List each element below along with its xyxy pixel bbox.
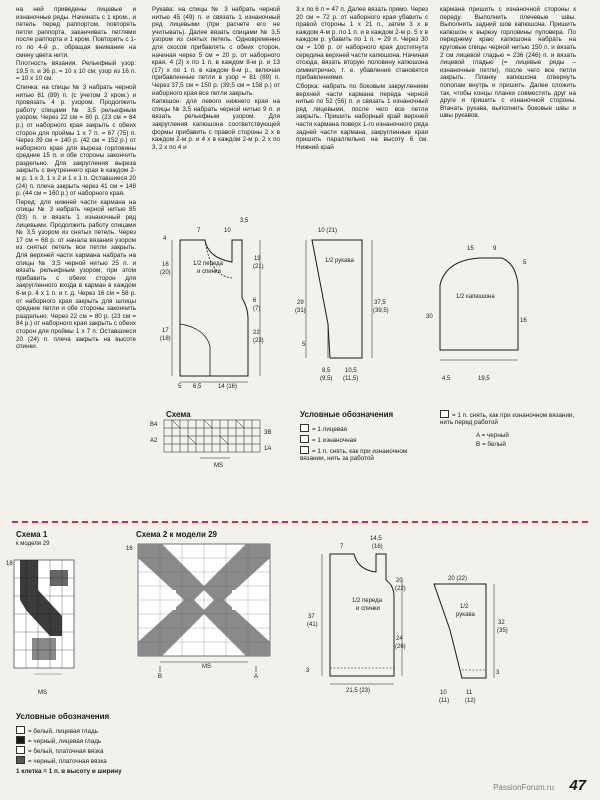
dim: (31) [295, 308, 306, 314]
legend-item: B = белый [476, 441, 506, 448]
white-square-icon [16, 726, 25, 734]
legend-note: 1 клетка = 1 п. в высоту и ширину [16, 768, 122, 775]
dim: 19,5 [478, 376, 490, 382]
black-square-icon [16, 736, 25, 744]
row-number: 18 [6, 561, 13, 567]
legend-item: = белый, платочная вязка [16, 746, 103, 755]
dim: (23) [253, 338, 264, 344]
paragraph: Сборка: набрать по боковым закруглениям верхней части кармана переда черной нитью по 52 (56) п. и связать 1 изнаночный ряд лицевыми, после чего все петли закрыть. Пришить наборный край верхней части кармана поверх 1-го изнаночного ряда задней части кармана, закругленные края пришить параллельно на высоту 6 см. Нижний край [296, 82, 428, 151]
paragraph: Плотность вязания. Рельефный узор: 19,5 п. и 36 р. = 10 х 10 см; узор из 16 п. = 10 х 10 см. [16, 60, 136, 83]
dim: 14,5 [370, 536, 382, 542]
dim: (9,5) [320, 376, 333, 382]
dim: (7) [253, 306, 261, 312]
scheme-title: Схема [166, 410, 191, 419]
marker-a: A [254, 674, 259, 680]
paragraph: Рукава: на спицы № 3 набрать черной нитью 45 (49) п. и связать 1 изнаночный ряд лицевыми (при расчете его не учитывать). Далее вязать спицами № 3,5 узором из снятых петель. Одновременно для скосов прибавлять с обеих сторон, начиная через 5 см = 20 р. от наборного края, 4 (2) х по 1 п. в каждом 8-м р. и 13 (17) х по 1 п. в каждом 6-м р., включая прибавленные петли в узор = 81 (89) п. Через 37,5 см = 150 р. (39,5 см = 158 р.) от наборного края все петли закрыть. [152, 6, 280, 97]
text-column-4 [440, 6, 576, 121]
diagram-title: 1/2 переда [193, 261, 223, 267]
dim: 8,5 [322, 368, 331, 374]
dim: 22 [253, 330, 260, 336]
dim: (11,5) [343, 376, 359, 382]
dim: 24 [396, 636, 403, 642]
diagram-title: 1/2 капюшона [456, 294, 495, 300]
dim: 7 [340, 544, 344, 550]
dim: 6,5 [193, 384, 202, 390]
paragraph: 3 х по 6 п = 47 п. Далее вязать прямо. Через 20 см = 72 р. от наборного края убавить с правой стороны 1 х 21 п., затем 3 х в каждом 4-м р. по 1 п. и в каждом 2-м р. 5 х в каждом р. убавить по 1 п. = 29 п. Через 30 см = 108 р. от наборного края достигнута середина верхней части капюшона. Начиная отсюда, вязать вторую половину капюшона симметрично, т. е. убавления становятся прибавлениями. [296, 6, 428, 82]
site-watermark: PassionForum.ru [493, 783, 554, 792]
dim: 10 (21) [318, 228, 338, 234]
dim: 9 [493, 246, 497, 252]
legend-item: = черный, платочная вязка [16, 756, 107, 765]
legend-item: = 1 п. снять, как при изнаночном вязании, нить за работой [300, 448, 408, 462]
row-label: A2 [150, 438, 158, 444]
scheme1-grid [14, 560, 84, 680]
legend-item: = 1 изнаночная [300, 435, 357, 444]
sleeve-pattern-diagram-2 [426, 570, 526, 700]
section-divider [12, 521, 588, 523]
dim: 10,5 [345, 368, 357, 374]
dim: 3,5 [240, 218, 249, 224]
dim: 32 [498, 620, 505, 626]
dim: (20) [160, 270, 171, 276]
repeat-label: MS [202, 664, 211, 670]
front-pattern-diagram [318, 540, 418, 700]
paragraph: Капюшон: для левого нижнего края на спицы № 3,5 набрать черной нитью 9 п. и вязать рельефным узором. Для закругления капюшона соответствующей формы прибавить с правой стороны 2 х в каждом 2-м р. и 4 х в каждом 2-м р. 2 х по 3, 2 х по 4 и [152, 98, 280, 151]
paragraph: Перед: для нижней части кармана на спицы № 3 набрать черной нитью 85 (93) п. и вязать 1 изнаночный ряд лицевыми. Продолжить работу спицами № 3,5 узором из снятых петель. Через 17 см = 68 р. от начала вязания узором из снятых петель все петли закрыть. Для верхней части кармана набрать на спицы № 3,5 черной нитью 25 п. и вязать рельефным узором, при этом прибавить с обеих сторон для закругленного входа в карман в каждом 6-м р. 4 х 1 п. и т. д. Через 16 см = 58 р. от наборного края закрыть для шлицы средние петли и обе стороны закончить раздельно. Через 22 см = 80 р. (23 см = 84 р.) от наборного края закрыть с обеих сторон для проймы 1 х 7 п. Оставшиеся 20 (24) п. плеча закрыть на высоте спинки. [16, 198, 136, 351]
slip-stitch-front-icon [440, 410, 449, 418]
dim: 5 [178, 384, 182, 390]
row-label: 3B [264, 430, 272, 436]
dim: 14 (16) [218, 384, 238, 390]
dim: (41) [307, 622, 318, 628]
white-square-icon [300, 424, 309, 432]
slip-stitch-icon [300, 446, 309, 454]
dim: (11) [439, 698, 450, 704]
dim: (22) [395, 586, 406, 592]
dim: 20 [396, 578, 403, 584]
dim: 5 [302, 342, 306, 348]
paragraph: на ней приведены лицевые и изнаночные ряды. Начинать с 1 кром., и петель перед раппортом, повторять петли раппорта, заканчивать петлями после раппорта и 1 кром. Повторить с 1-го по 4-й р., обращая внимание на смену цвета нити. [16, 6, 136, 59]
text-column-1 [16, 6, 136, 352]
paragraph: кармана пришить с изнаночной стороны к переду. Выполнить плечевые швы. Выполнить задний шов капюшона. Пришить капюшон к вырезу горловины пуловера. По переднему краю капюшона набрать на круговые спицы черной нитью 150 п. и вязать 2 см лицевой гладью = 236 (246) п. и вязать лицевой гладью (= лицевые ряды – изнаночные петли), после чего все петли закрыть. Планку капюшона отвернуть пополам внутрь и пришить. Далее сложить так, чтобы концы планки совместить друг на друге и пришить с изнаночной стороны. Втачать рукава, выполнить боковые швы и швы рукавов. [440, 6, 576, 120]
dim: 4,5 [442, 376, 451, 382]
scheme1-title: Схема 1 [16, 530, 48, 539]
cross-white-icon [16, 746, 25, 754]
diagram-subtitle: и спинки [356, 606, 380, 612]
dim: 30 [426, 314, 433, 320]
dim: 37,5 [374, 300, 386, 306]
legend-item: = 1 лицевая [300, 424, 347, 433]
repeat-label: MS [38, 690, 47, 696]
dim: 4 [163, 236, 167, 242]
dim: 5 [523, 260, 527, 266]
dim: 3 [306, 668, 310, 674]
dim: 21,5 (23) [346, 688, 371, 694]
dim: 20 (22) [448, 576, 468, 582]
dim: 19 [254, 256, 261, 262]
diagram-title: 1/2 рукава [325, 258, 354, 264]
paragraph: Спинка: на спицы № 3 набрать черной нитью 81 (89) п. (с учетом 2 кром.) и провязать 4 р. узором. Продолжить работу спицами № 3,5 рельефным узором. Через 22 см = 80 р. (23 см = 84 р.) от наборного края закрыть с обеих сторон для проймы 1 х 7 п. = 67 (75) п. Через 39 см = 140 р. (42 см = 152 р.) от наборного края для выреза горловины средние 15 п. и обе стороны закончить раздельно. Для закругления выреза закрыть с внутреннего края в каждом 2-м р. 1 х 3, 1 х 2 и 1 х 1 п. Оставшиеся 20 (24) п. плеча закрыть через 41 см = 148 р. (44 см = 160 р.) от наборного края. [16, 83, 136, 198]
scheme2-title: Схема 2 к модели 29 [136, 530, 217, 539]
text-column-3 [296, 6, 428, 152]
cross-black-icon [16, 756, 25, 764]
dim: (39,5) [373, 308, 389, 314]
repeat-label: MS [214, 463, 223, 469]
dim: (26) [395, 644, 406, 650]
scheme2-grid [138, 544, 288, 674]
dim: 17 [162, 328, 169, 334]
text-column-2 [152, 6, 280, 152]
scheme-grid [164, 420, 274, 465]
row-label: B4 [150, 422, 158, 428]
dim: 37 [308, 614, 315, 620]
dim: 15 [467, 246, 474, 252]
dim: (16) [372, 544, 383, 550]
legend-item: = черный, лицевая гладь [16, 736, 101, 745]
dim: (18) [160, 336, 171, 342]
dim: 3 [496, 670, 500, 676]
row-number: 16 [126, 546, 133, 552]
dim: 10 [224, 228, 231, 234]
diagram-title: 1/2 [460, 604, 469, 610]
legend-title: Условные обозначения [300, 410, 394, 419]
row-label: 1A [264, 446, 272, 452]
legend-item: = 1 п. снять, как при изнаночном вязании, нить перед работой [440, 412, 575, 426]
legend-title: Условные обозначения [16, 712, 110, 721]
dim: 11 [466, 690, 473, 696]
dash-square-icon [300, 435, 309, 443]
dim: (21) [253, 264, 264, 270]
legend-item: = белый, лицевая гладь [16, 726, 98, 735]
dim: (35) [497, 628, 508, 634]
scheme1-subtitle: к модели 29 [16, 541, 50, 547]
dim: 16 [520, 318, 527, 324]
diagram-subtitle: рукава [456, 612, 475, 618]
dim: 6 [253, 298, 257, 304]
dim: 16 [162, 262, 169, 268]
page-number: 47 [569, 777, 586, 794]
legend-item: A = черный [476, 432, 509, 439]
dim: 29 [297, 300, 304, 306]
diagram-subtitle: и спинки [197, 269, 221, 275]
diagram-title: 1/2 переда [352, 598, 382, 604]
back-pattern-diagram [160, 228, 280, 388]
dim: 7 [197, 228, 201, 234]
dim: (12) [465, 698, 476, 704]
marker-b: B [158, 674, 163, 680]
dim: 10 [440, 690, 447, 696]
